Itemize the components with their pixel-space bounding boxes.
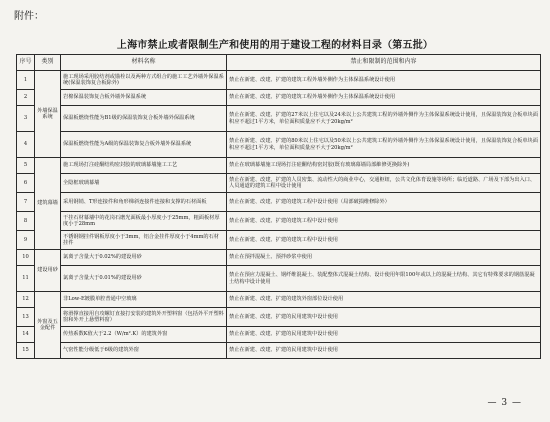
scope-text: 禁止在新建、改建、扩建的80米以上住宅以及50米以上公共建筑工程的外墙外侧作为主体保温系统设计使用，且保温装饰复合板单块面积应不超过1平方米，单位面积质量应不大于20kg/m²	[227, 132, 541, 158]
material-name: 采用钢销、T形连接件和角形梯斜连接件连接和支撑的石材面板	[61, 193, 227, 212]
header-seq: 序号	[17, 55, 35, 71]
materials-table	[16, 54, 541, 359]
scope-text: 禁止在新建、改建、扩建的建筑工程中设计使用（局部破损维修除外）	[227, 193, 541, 212]
row-no: 7	[17, 193, 35, 212]
category-cell: 外窗及五金配件	[35, 292, 61, 359]
materials-table-container	[16, 54, 540, 359]
table-row	[17, 250, 541, 266]
attachment-label: 附件：	[14, 11, 44, 22]
table-row	[17, 212, 541, 231]
table-row	[17, 193, 541, 212]
table-row	[17, 132, 541, 158]
scope-text: 禁止在新建、改建、扩建的建筑工程外墙外侧作为主体保温系统设计使用	[227, 71, 541, 90]
table-row	[17, 308, 541, 327]
material-name: 氯离子含量大于0.01%的建设用砂	[61, 266, 227, 292]
scope-text: 禁止在新建、改建、扩建的人员密集、流动性大的商业中心，交通枢纽，公共文化体育设施等场所；临近道路、广场及下部为出入口、人员通道的建筑工程中设计使用	[227, 174, 541, 193]
row-no: 8	[17, 212, 35, 231]
row-no: 11	[17, 266, 35, 292]
document-title: 上海市禁止或者限制生产和使用的用于建设工程的材料目录（第五批）	[116, 40, 434, 51]
material-name: 将滑撑直接用自攻螺钉直接打安装的建筑外开塑料窗（包括外平开塑料窗和外开上悬塑料窗）	[61, 308, 227, 327]
material-name: 氯离子含量大于0.02%的建设用砂	[61, 250, 227, 266]
row-no: 2	[17, 90, 35, 106]
category-cell: 建筑幕墙	[35, 158, 61, 250]
header-scope: 禁止和限制的范围和内容	[227, 55, 541, 71]
scope-text: 禁止在预应力混凝土、钢纤维混凝土、装配整体式混凝土结构、设计使用年限100年或以上的混凝土结构、其它有特殊要求的钢筋混凝土结构中设计使用	[227, 266, 541, 292]
table-row	[17, 174, 541, 193]
table-row	[17, 327, 541, 343]
material-name: 不锈钢钢挂件钢板厚度小于3mm，铝合金挂件厚度小于4mm的石材挂件	[61, 231, 227, 250]
row-no: 5	[17, 158, 35, 174]
material-name: 干挂石材幕墙中的花岗石磨光面板最小厚度小于25mm，粗面板材厚度小于28mm	[61, 212, 227, 231]
scope-text: 禁止在新建、改建、扩建的建筑工程外墙外侧作为主体保温系统设计使用	[227, 90, 541, 106]
scope-text: 禁止在新建、改建、扩建的民用建筑中设计使用	[227, 343, 541, 359]
table-row	[17, 292, 541, 308]
table-row	[17, 343, 541, 359]
table-row	[17, 266, 541, 292]
scope-text: 禁止在新建、改建、扩建的建筑外窗部位设计使用	[227, 292, 541, 308]
header-category: 类别	[35, 55, 61, 71]
material-name: 施工现场打注硅酮结构密封胶的玻璃幕墙施工工艺	[61, 158, 227, 174]
material-name: 保温板燃烧性能为B1级的保温装饰复合板外墙外保温系统	[61, 106, 227, 132]
material-name: 非Low-E镀膜单腔普通中空玻璃	[61, 292, 227, 308]
table-row	[17, 158, 541, 174]
row-no: 15	[17, 343, 35, 359]
category-cell: 外墙保温系统	[35, 71, 61, 158]
row-no: 4	[17, 132, 35, 158]
row-no: 3	[17, 106, 35, 132]
table-header-row	[17, 55, 541, 71]
row-no: 14	[17, 327, 35, 343]
scope-text: 禁止在玻璃幕墙施工现场打注硅酮结构密封胶(既有玻璃幕墙局部維修更换除外)	[227, 158, 541, 174]
category-cell: 建设用砂	[35, 250, 61, 292]
table-row	[17, 71, 541, 90]
row-no: 12	[17, 292, 35, 308]
scope-text: 禁止在新建、改建、扩建的建筑工程中设计使用	[227, 231, 541, 250]
scope-text: 禁止在新建、改建、扩建的27米以上住宅以及24米以上公共建筑工程的外墙外侧作为主体保温系统设计使用，且保温装饰复合板单块面积应不超过1平方米，单位面积质量应不大于20kg/m²	[227, 106, 541, 132]
material-name: 全隐框玻璃幕墙	[61, 174, 227, 193]
scope-text: 禁止在新建、改建、扩建的民用建筑中设计使用	[227, 327, 541, 343]
table-row	[17, 90, 541, 106]
table-row	[17, 106, 541, 132]
row-no: 10	[17, 250, 35, 266]
header-material: 材料名称	[61, 55, 227, 71]
row-no: 9	[17, 231, 35, 250]
row-no: 1	[17, 71, 35, 90]
page-number: — 3 —	[487, 398, 522, 408]
material-name: 传热系数K值大于2.2（W/m².K）的建筑外窗	[61, 327, 227, 343]
row-no: 6	[17, 174, 35, 193]
material-name: 施工现场采用胶结剂或锚栓以及两种方式组合的施工工艺外墙外保温系统(保温装饰复合板除外)	[61, 71, 227, 90]
material-name: 保温板燃烧性能为A级的保温装饰复合板外墙外保温系统	[61, 132, 227, 158]
row-no: 13	[17, 308, 35, 327]
scope-text: 禁止在新建、改建、扩建的民用建筑中设计使用	[227, 308, 541, 327]
material-name: 岩棉保温装饰复合板外墙外保温系统	[61, 90, 227, 106]
scope-text: 禁止在新建、改建、扩建的建筑工程中设计使用	[227, 212, 541, 231]
table-row	[17, 231, 541, 250]
material-name: 气密性能分级低于6级的建筑外窗	[61, 343, 227, 359]
scope-text: 禁止在预拌混凝土、预拌砂浆中使用	[227, 250, 541, 266]
